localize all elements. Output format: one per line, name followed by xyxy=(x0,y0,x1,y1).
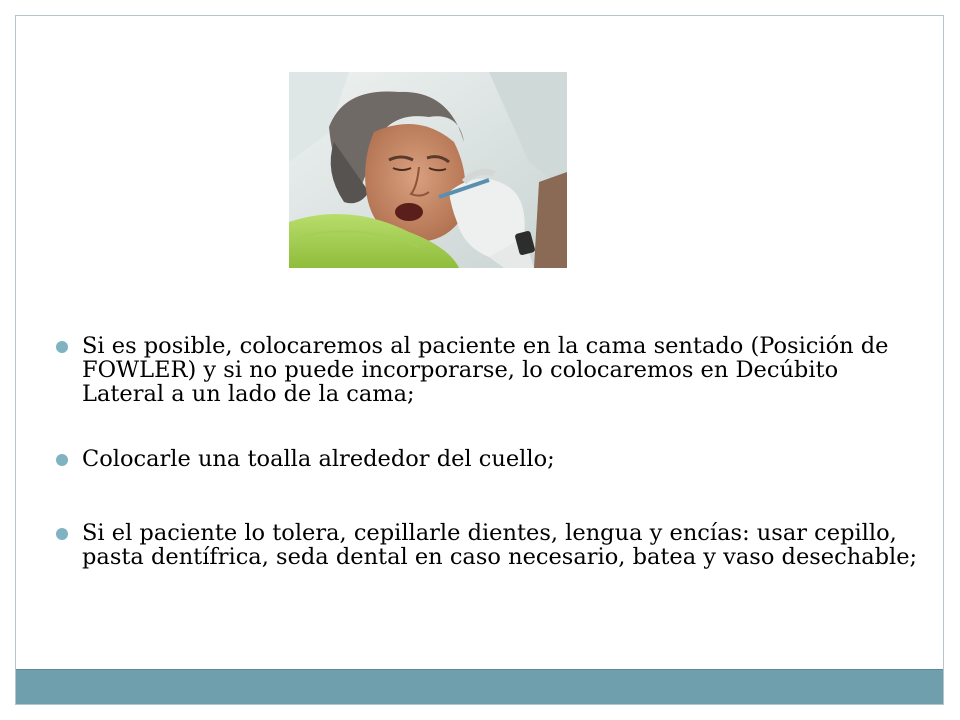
patient-photo-illustration xyxy=(289,72,567,268)
patient-photo xyxy=(289,72,567,268)
bullet-marker xyxy=(56,454,68,466)
bullet-marker xyxy=(56,341,68,353)
bullet-item xyxy=(56,521,926,569)
bullet-marker xyxy=(56,528,68,540)
bullet-item xyxy=(56,334,926,406)
bullet-item xyxy=(56,447,926,471)
bullet-text: Si es posible, colocaremos al paciente en la cama sentado (Posición de FOWLER) y si no puede incorporarse, lo colocaremos en Decúbito Lateral a un lado de la cama; xyxy=(82,333,889,407)
footer-bar xyxy=(16,669,943,704)
bullet-text: Si el paciente lo tolera, cepillarle dientes, lengua y encías: usar cepillo, pasta dentífrica, seda dental en caso necesario, batea y vaso desechable; xyxy=(82,520,918,570)
bullet-list xyxy=(56,334,926,569)
bullet-text: Colocarle una toalla alrededor del cuello; xyxy=(82,446,555,472)
slide xyxy=(15,15,944,705)
